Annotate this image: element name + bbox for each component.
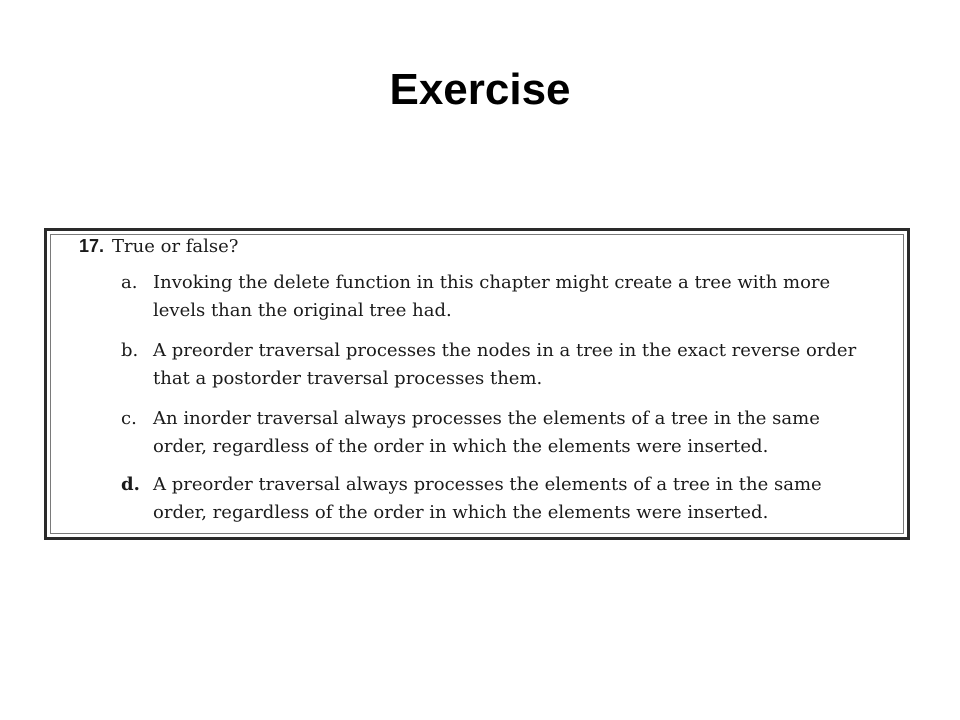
question-header [79,235,238,258]
slide-title: Exercise [389,65,571,114]
item-letter: a. [121,272,138,293]
question-prompt: True or false? [112,236,239,257]
exercise-item-c [121,405,873,465]
item-text-line: that a postorder traversal processes them. [153,368,543,389]
item-text-line: order, regardless of the order in which the elements were inserted. [153,502,769,523]
item-letter: c. [121,408,137,429]
exercise-item-d [121,471,873,531]
exercise-item-a [121,269,873,329]
item-text-line: An inorder traversal always processes the elements of a tree in the same [153,408,820,429]
exercise-scan [44,228,910,540]
item-text-line: A preorder traversal processes the nodes in a tree in the exact reverse order [153,340,857,361]
item-text-line: Invoking the delete function in this chapter might create a tree with more [153,272,831,293]
item-letter: b. [121,340,139,361]
exercise-item-b [121,337,873,397]
question-number: 17. [79,236,105,256]
item-text-line: order, regardless of the order in which the elements were inserted. [153,436,769,457]
item-text-line: A preorder traversal always processes the elements of a tree in the same [153,474,822,495]
item-text-line: levels than the original tree had. [153,300,452,321]
item-letter: d. [121,474,140,495]
